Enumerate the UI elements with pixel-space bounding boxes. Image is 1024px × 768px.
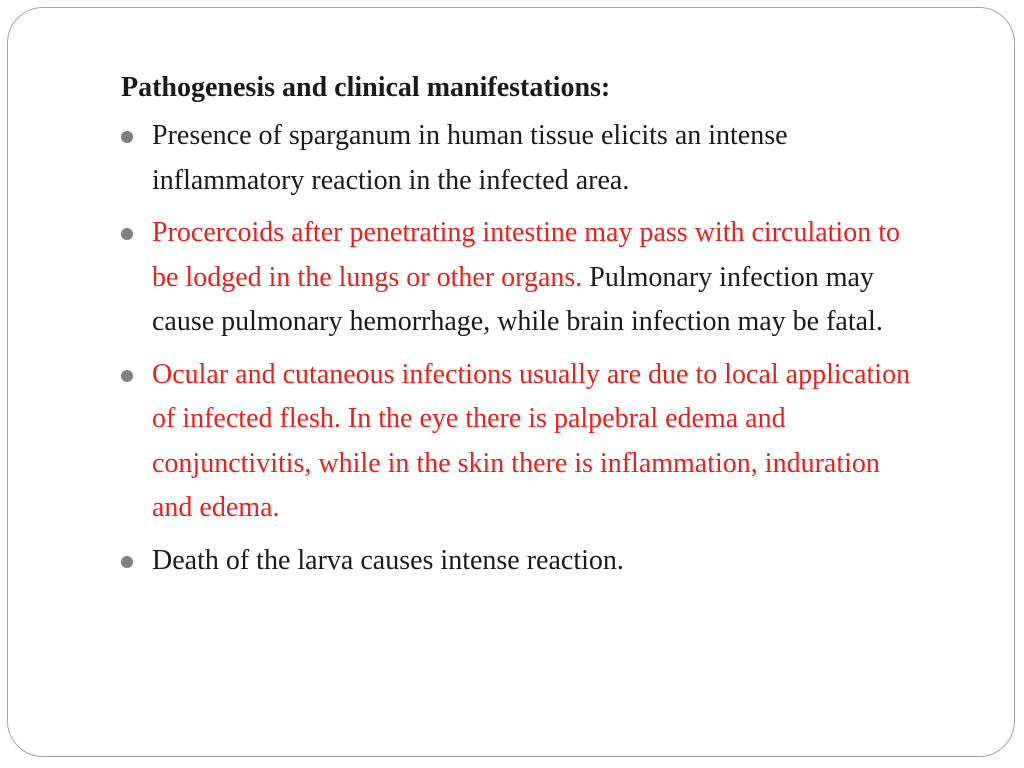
bullet-item <box>121 211 921 345</box>
bullet-text: Pulmonary infection may cause pulmonary hemorrhage, while brain infection may be fatal. <box>152 261 883 337</box>
bullet-text-highlight: Ocular and cutaneous infections usually are due to local application of infected flesh. In the eye there is palpebral edema and conjunctivitis, while in the skin there is inflammation, induration and edema. <box>152 358 911 523</box>
slide-content <box>121 66 921 591</box>
bullet-item <box>121 539 921 584</box>
bullet-text: Presence of sparganum in human tissue elicits an intense inflammatory reaction in the infected area. <box>152 120 788 196</box>
slide-frame <box>7 7 1015 757</box>
bullet-dot-icon <box>121 131 133 143</box>
bullet-item <box>121 114 921 203</box>
bullet-dot-icon <box>121 228 133 240</box>
bullet-text-highlight: Procercoids after penetrating intestine may pass with circulation to be lodged in the lungs or other organs. <box>152 217 900 293</box>
slide-heading: Pathogenesis and clinical manifestations: <box>121 72 611 103</box>
bullet-dot-icon <box>121 370 133 382</box>
bullet-list <box>121 114 921 583</box>
bullet-text: Death of the larva causes intense reaction. <box>152 544 624 576</box>
bullet-dot-icon <box>121 556 133 568</box>
bullet-item <box>121 353 921 531</box>
